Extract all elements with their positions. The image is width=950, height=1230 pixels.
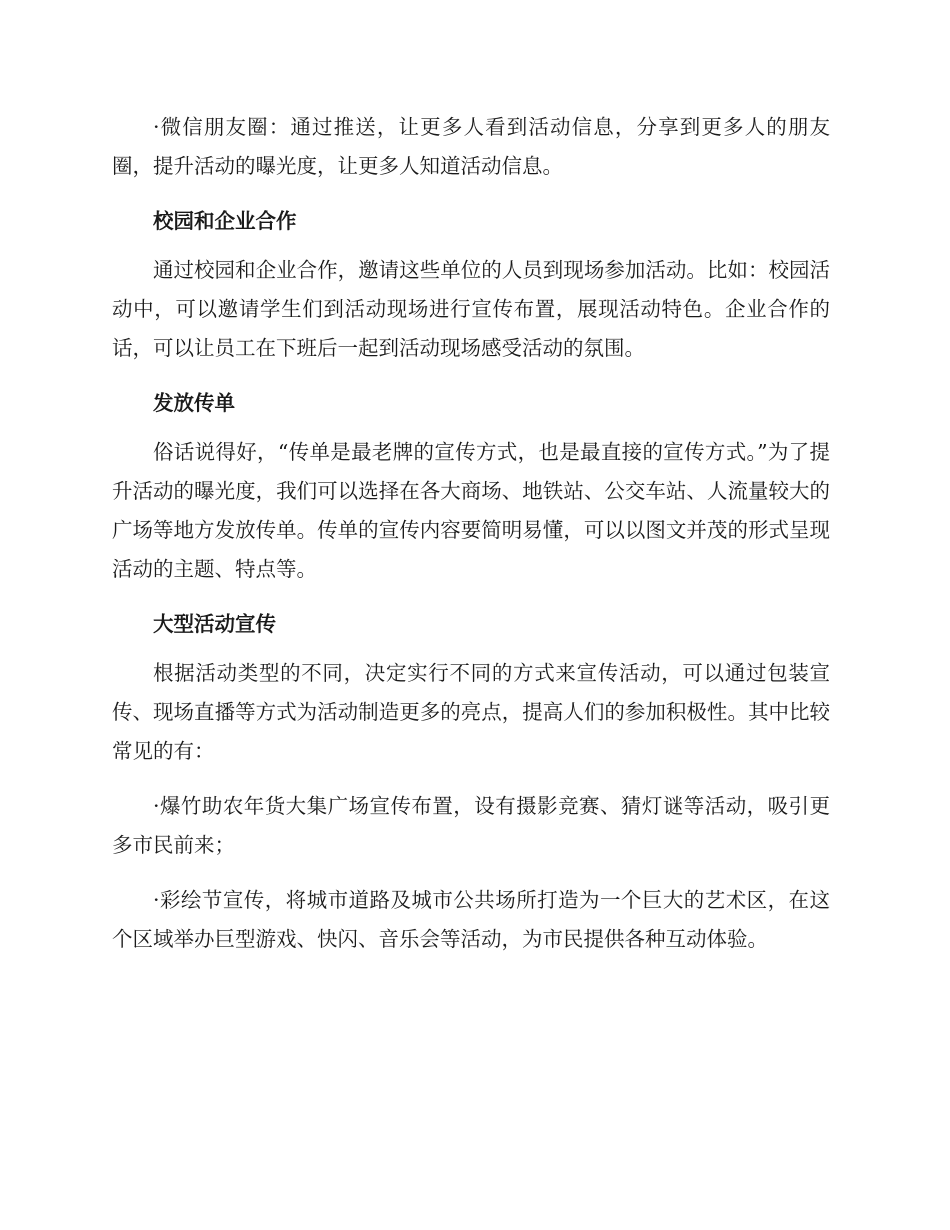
paragraph-large-events: 根据活动类型的不同，决定实行不同的方式来宣传活动，可以通过包装宣传、现场直播等方式为活动制造更多的亮点，提高人们的参加积极性。其中比较常见的有： [112, 661, 830, 763]
paragraph-painting-festival: ·彩绘节宣传，将城市道路及城市公共场所打造为一个巨大的艺术区，在这个区域举办巨型游戏、快闪、音乐会等活动，为市民提供各种互动体验。 [112, 888, 830, 951]
paragraph-firecracker-fair: ·爆竹助农年货大集广场宣传布置，设有摄影竞赛、猜灯谜等活动，吸引更多市民前来； [112, 794, 830, 857]
heading-flyers: 发放传单 [153, 391, 235, 415]
heading-large-events: 大型活动宣传 [153, 612, 276, 636]
paragraph-wechat-moments: ·微信朋友圈：通过推送，让更多人看到活动信息，分享到更多人的朋友圈，提升活动的曝光度，让更多人知道活动信息。 [112, 115, 830, 178]
paragraph-campus-enterprise: 通过校园和企业合作，邀请这些单位的人员到现场参加活动。比如：校园活动中，可以邀请学生们到活动现场进行宣传布置，展现活动特色。企业合作的话，可以让员工在下班后一起到活动现场感受活动的氛围。 [112, 258, 830, 360]
heading-campus-enterprise: 校园和企业合作 [153, 209, 297, 233]
document-page [112, 108, 830, 975]
paragraph-flyers: 俗话说得好，“传单是最老牌的宣传方式，也是最直接的宣传方式。”为了提升活动的曝光度，我们可以选择在各大商场、地铁站、公交车站、人流量较大的广场等地方发放传单。传单的宣传内容要简明易懂，可以以图文并茂的形式呈现活动的主题、特点等。 [112, 440, 830, 581]
